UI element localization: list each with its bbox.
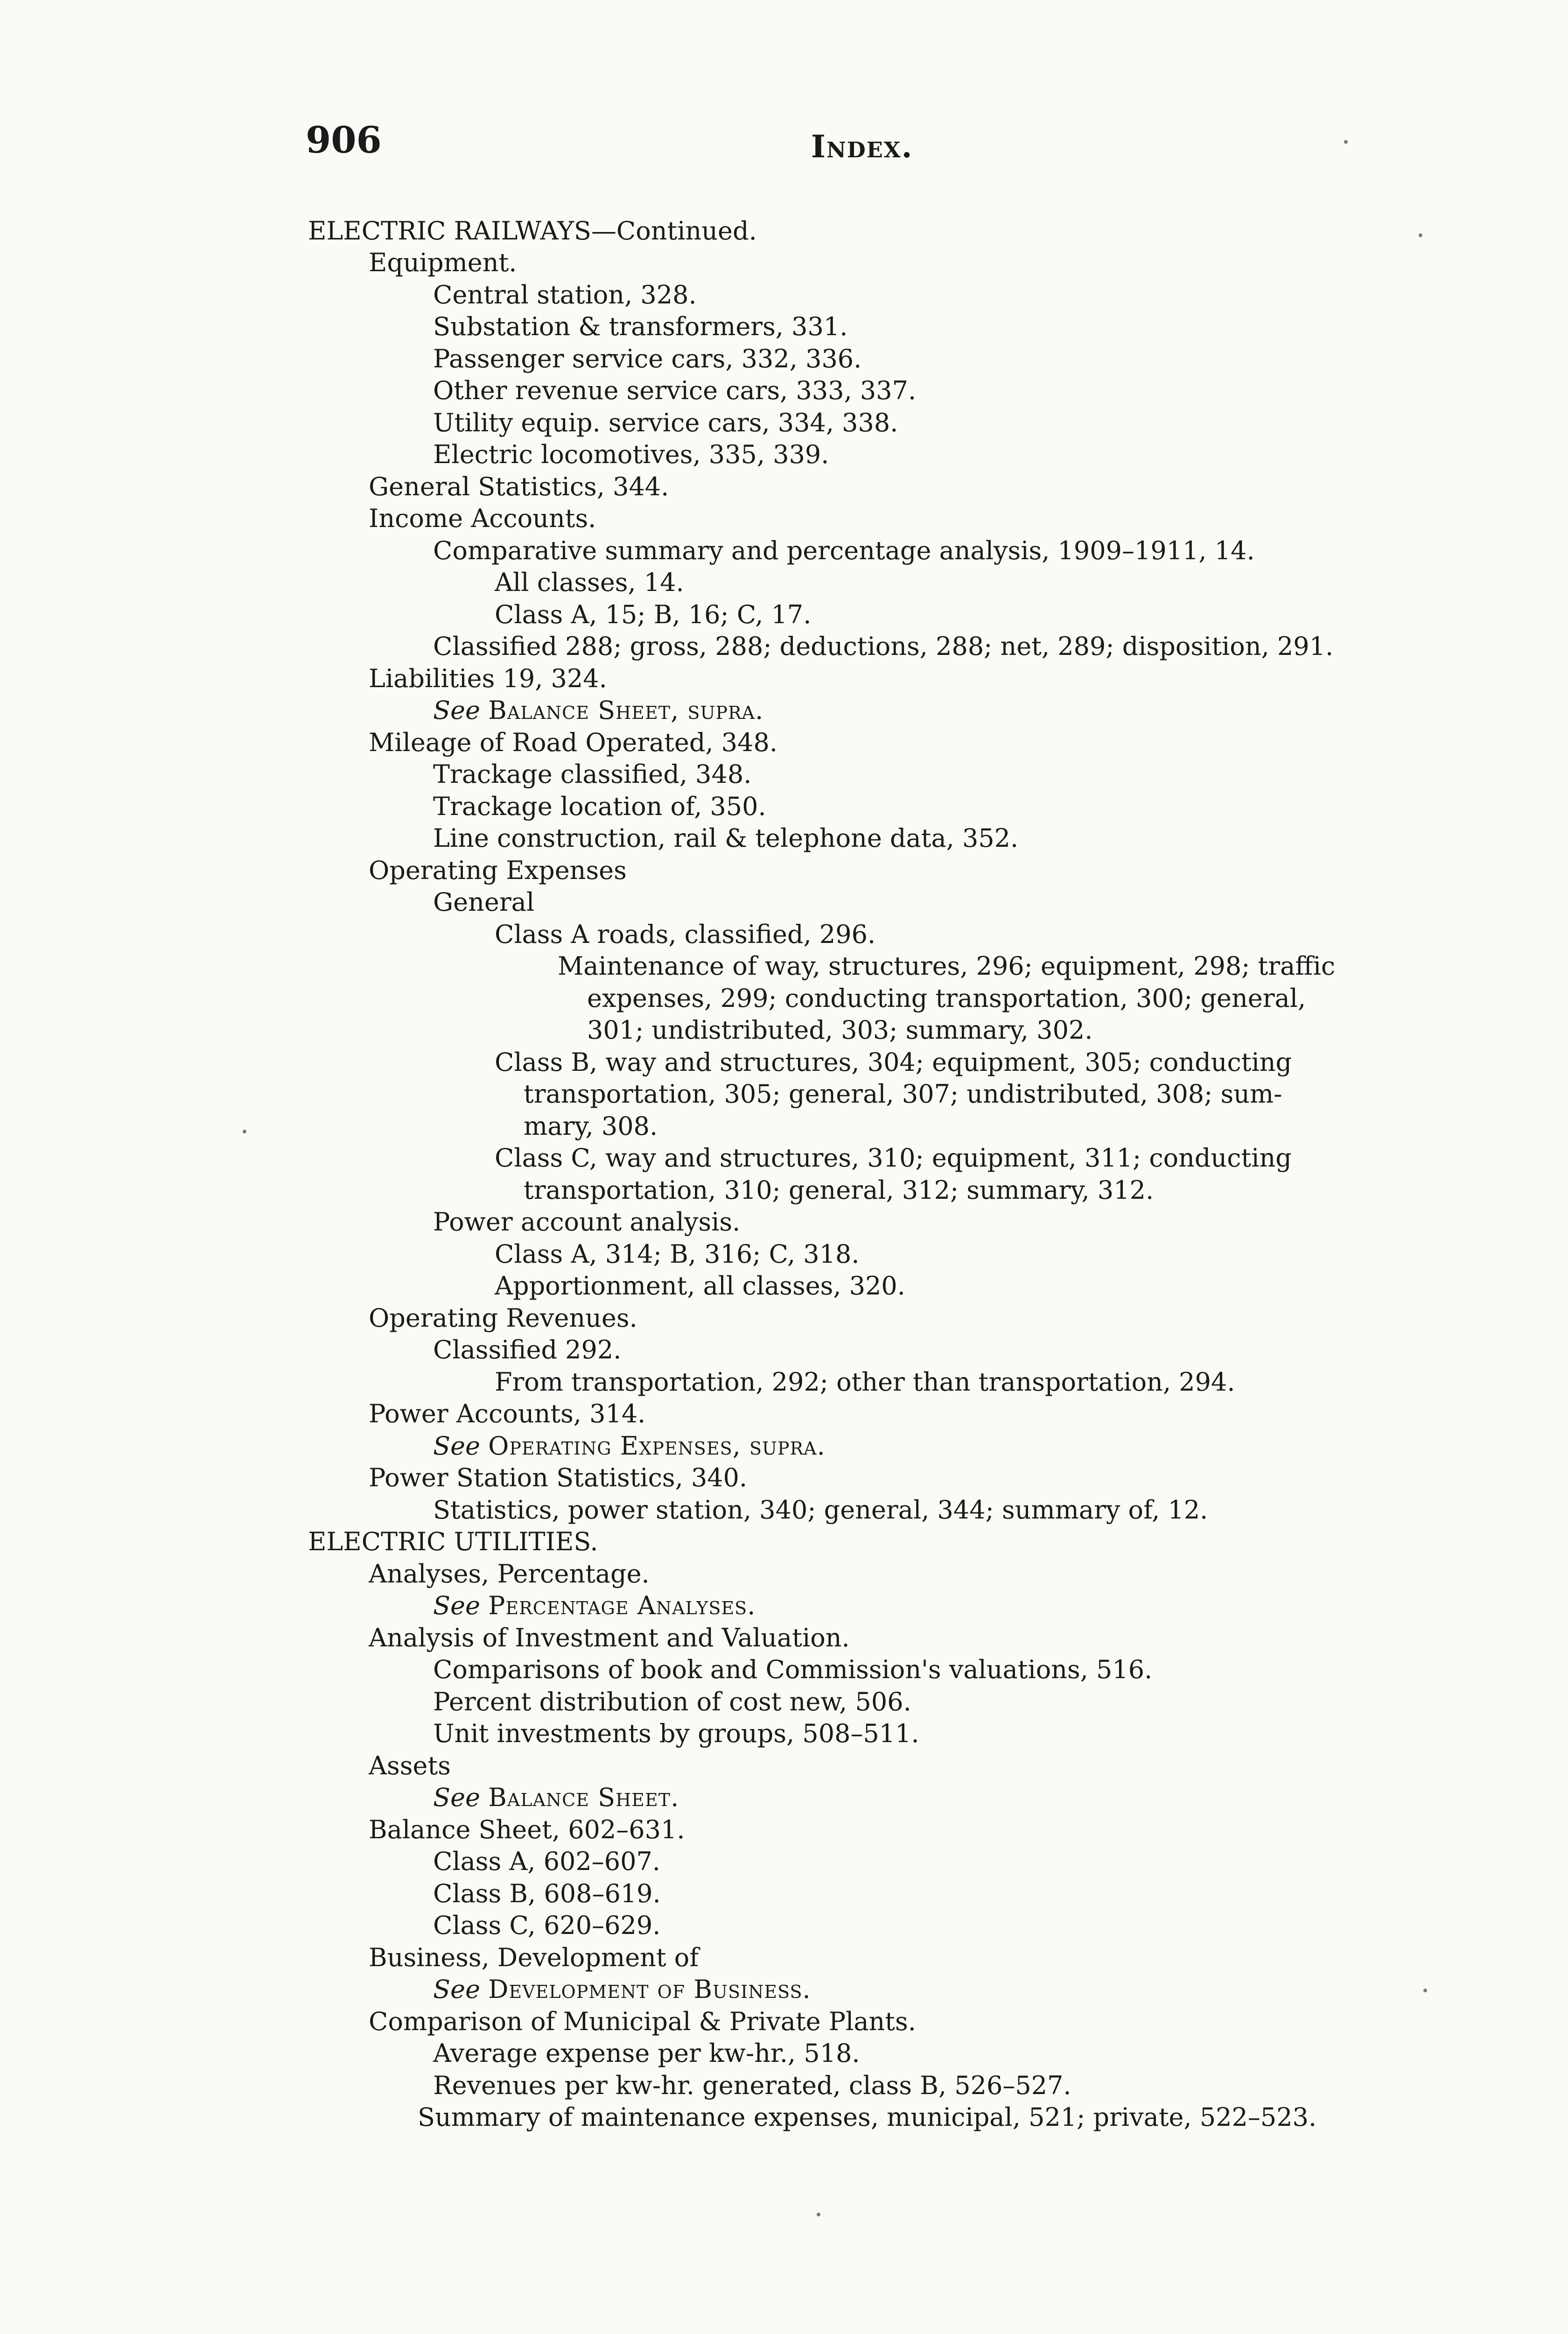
index-entry: Liabilities 19, 324. <box>369 664 607 693</box>
index-entry: Analysis of Investment and Valuation. <box>369 1623 850 1652</box>
index-entry: Power Accounts, 314. <box>369 1399 646 1428</box>
index-entry: Balance Sheet, 602–631. <box>369 1815 685 1844</box>
index-heading: ELECTRIC RAILWAYS—Continued. <box>308 216 757 246</box>
see-target: Development of Business. <box>488 1975 811 2004</box>
see-label: See <box>433 1431 480 1461</box>
index-subentry: Central station, 328. <box>433 280 697 309</box>
paper-speck <box>1423 1989 1427 1992</box>
index-entry: Analyses, Percentage. <box>369 1559 650 1589</box>
index-subentry: Electric locomotives, 335, 339. <box>433 440 829 469</box>
index-subsubentry: transportation, 305; general, 307; undistributed, 308; sum- <box>524 1079 1282 1109</box>
index-subentry: Utility equip. service cars, 334, 338. <box>433 408 898 437</box>
see-reference <box>433 694 763 727</box>
index-entry: Equipment. <box>369 248 517 277</box>
index-subentry: Trackage location of, 350. <box>433 792 766 821</box>
index-subentry: Summary of maintenance expenses, municipal, 521; private, 522–523. <box>418 2102 1317 2132</box>
index-subentry: Revenues per kw-hr. generated, class B, 526–527. <box>433 2071 1071 2100</box>
see-target: Balance Sheet. <box>488 1783 679 1812</box>
index-entry: Comparison of Municipal & Private Plants. <box>369 2007 916 2036</box>
index-subentry: Classified 292. <box>433 1335 622 1364</box>
index-subsubentry: transportation, 310; general, 312; summary, 312. <box>524 1175 1154 1205</box>
index-entry: General Statistics, 344. <box>369 472 669 501</box>
index-entry: Power Station Statistics, 340. <box>369 1463 748 1492</box>
index-detail: Maintenance of way, structures, 296; equipment, 298; traffic <box>558 951 1336 981</box>
index-subsubentry: mary, 308. <box>524 1111 658 1141</box>
see-target: Percentage Analyses. <box>488 1591 756 1620</box>
index-subsubentry: Class A roads, classified, 296. <box>495 920 876 949</box>
see-reference <box>433 1430 826 1462</box>
index-subentry: Percent distribution of cost new, 506. <box>433 1687 911 1716</box>
index-subsubentry: Apportionment, all classes, 320. <box>495 1271 905 1301</box>
index-heading: ELECTRIC UTILITIES. <box>308 1527 598 1556</box>
index-subentry: Power account analysis. <box>433 1207 741 1237</box>
see-label: See <box>433 1591 480 1620</box>
paper-speck <box>1344 140 1348 144</box>
paper-speck <box>817 2213 820 2216</box>
index-subentry: Other revenue service cars, 333, 337. <box>433 376 917 405</box>
paper-speck <box>1419 233 1422 237</box>
index-subentry: Class C, 620–629. <box>433 1911 661 1940</box>
see-reference <box>433 1781 679 1814</box>
index-subsubentry: From transportation, 292; other than transportation, 294. <box>495 1367 1235 1397</box>
index-subentry: Substation & transformers, 331. <box>433 312 848 341</box>
index-entry: Business, Development of <box>369 1943 699 1972</box>
index-subsubentry: Class B, way and structures, 304; equipment, 305; conducting <box>495 1047 1292 1077</box>
page-title: Index. <box>811 128 913 165</box>
see-label: See <box>433 696 480 725</box>
index-subentry: Passenger service cars, 332, 336. <box>433 344 862 373</box>
paper-speck <box>243 1130 246 1133</box>
see-label: See <box>433 1783 480 1812</box>
page-number: 906 <box>306 119 382 162</box>
index-subentry: Line construction, rail & telephone data, 352. <box>433 823 1019 853</box>
index-detail: expenses, 299; conducting transportation, 300; general, <box>587 984 1306 1013</box>
index-subsubentry: All classes, 14. <box>495 568 684 597</box>
index-subsubentry: Class C, way and structures, 310; equipment, 311; conducting <box>495 1143 1292 1173</box>
index-entry: Income Accounts. <box>369 504 596 533</box>
index-subentry: Class A, 602–607. <box>433 1847 661 1876</box>
index-subentry: Comparative summary and percentage analysis, 1909–1911, 14. <box>433 536 1255 565</box>
index-subsubentry: Class A, 15; B, 16; C, 17. <box>495 600 812 629</box>
index-entry: Operating Revenues. <box>369 1303 637 1333</box>
index-subentry: Unit investments by groups, 508–511. <box>433 1719 919 1748</box>
index-subentry: General <box>433 887 535 917</box>
see-reference <box>433 1973 811 2006</box>
see-target: Operating Expenses, supra. <box>488 1431 826 1461</box>
index-subentry: Classified 288; gross, 288; deductions, 288; net, 289; disposition, 291. <box>433 632 1334 661</box>
index-subentry: Comparisons of book and Commission's valuations, 516. <box>433 1655 1153 1684</box>
index-subentry: Statistics, power station, 340; general, 344; summary of, 12. <box>433 1495 1208 1525</box>
index-entry: Mileage of Road Operated, 348. <box>369 728 778 757</box>
index-subentry: Average expense per kw-hr., 518. <box>433 2039 860 2068</box>
index-entry: Operating Expenses <box>369 856 627 885</box>
index-subentry: Class B, 608–619. <box>433 1879 661 1908</box>
index-subsubentry: Class A, 314; B, 316; C, 318. <box>495 1239 860 1269</box>
index-detail: 301; undistributed, 303; summary, 302. <box>587 1015 1093 1045</box>
see-target: Balance Sheet, supra. <box>488 696 764 725</box>
index-subentry: Trackage classified, 348. <box>433 759 752 789</box>
index-entry: Assets <box>369 1751 451 1780</box>
see-label: See <box>433 1975 480 2004</box>
see-reference <box>433 1589 756 1622</box>
